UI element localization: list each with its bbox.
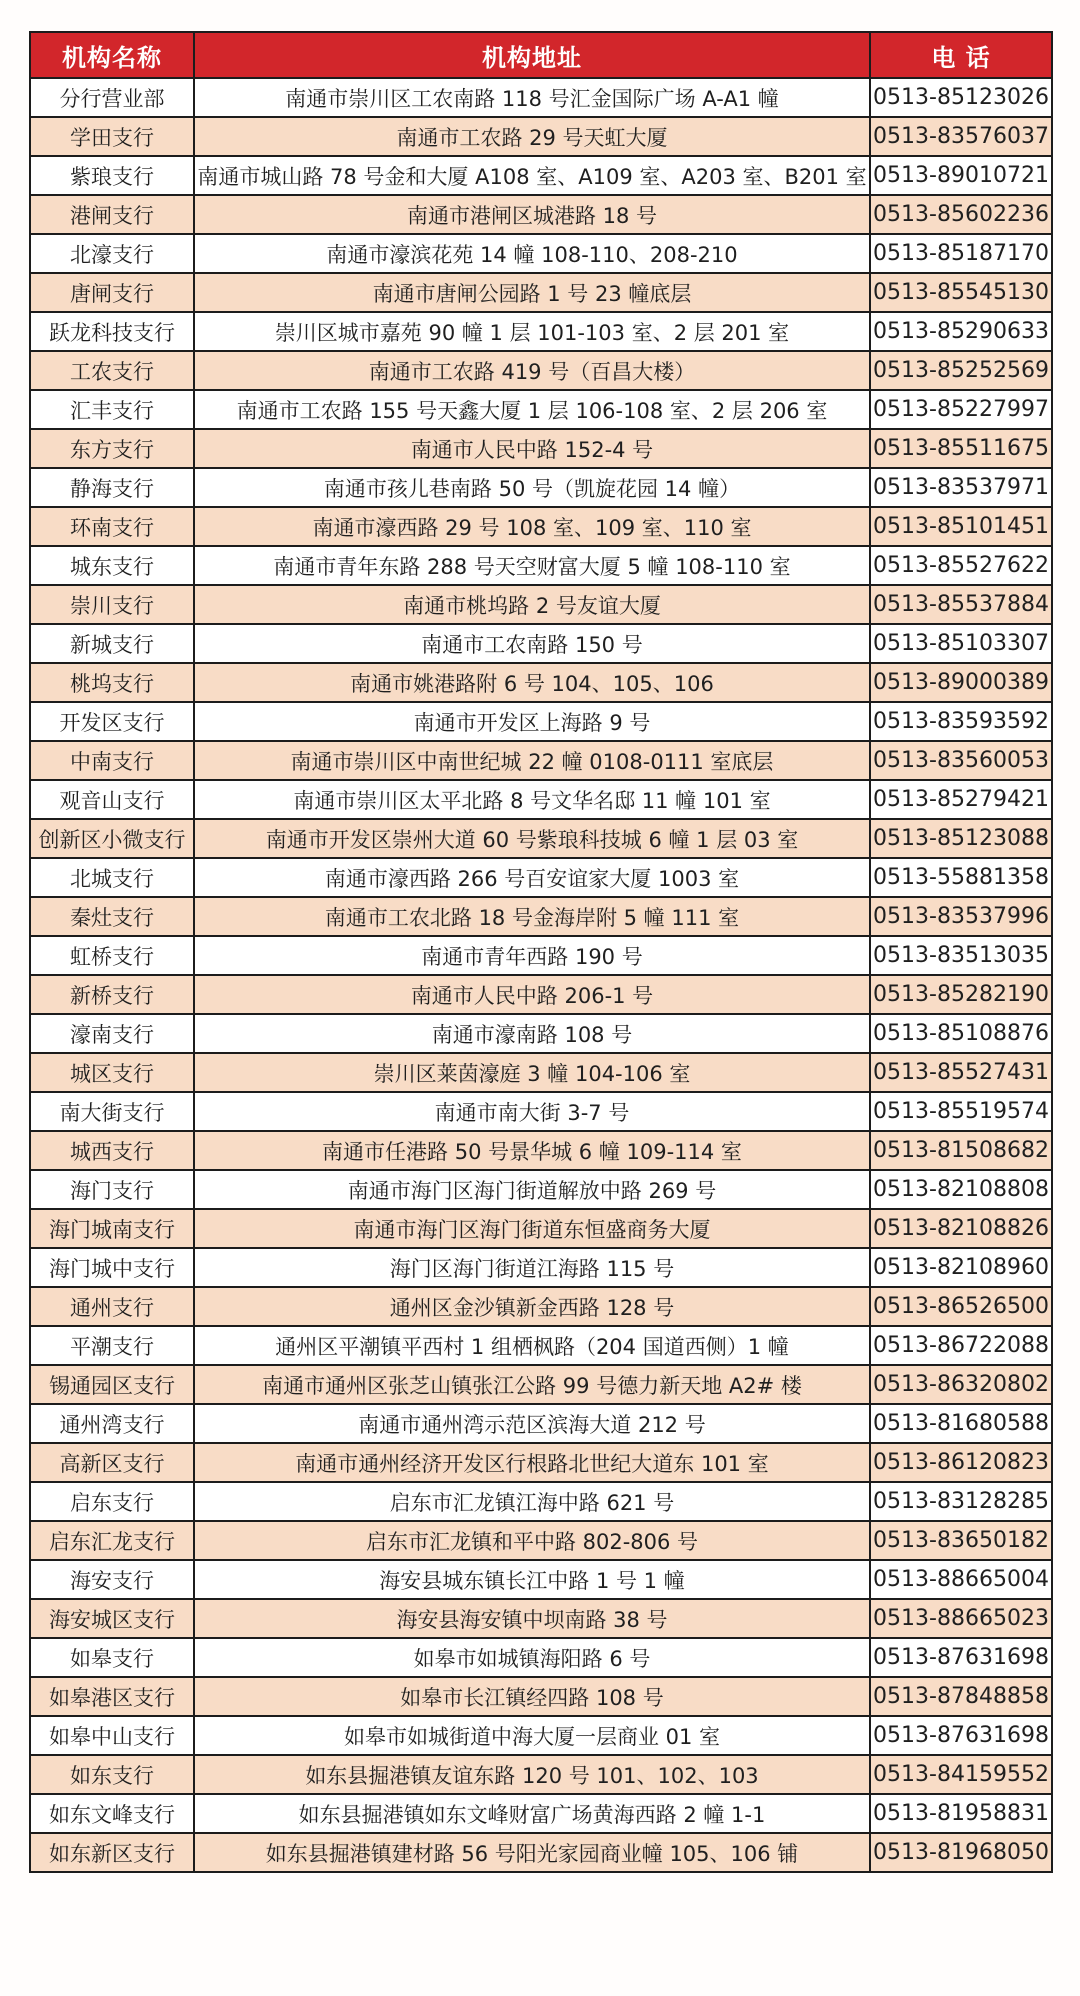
table-row <box>30 234 1052 273</box>
table-row <box>30 117 1052 156</box>
branch-phone-cell: 0513-83128285 <box>870 1482 1052 1521</box>
branch-phone-cell: 0513-85527622 <box>870 546 1052 585</box>
branch-phone-cell: 0513-83537996 <box>870 897 1052 936</box>
branch-phone-cell: 0513-85187170 <box>870 234 1052 273</box>
table-row <box>30 702 1052 741</box>
table-row <box>30 1131 1052 1170</box>
branch-phone-cell: 0513-86526500 <box>870 1287 1052 1326</box>
branch-address-cell: 南通市工农南路 150 号 <box>194 624 870 663</box>
branch-address-cell: 南通市港闸区城港路 18 号 <box>194 195 870 234</box>
table-row <box>30 1365 1052 1404</box>
table-row <box>30 351 1052 390</box>
branch-address-cell: 南通市开发区上海路 9 号 <box>194 702 870 741</box>
branch-address-cell: 如东县掘港镇如东文峰财富广场黄海西路 2 幢 1-1 <box>194 1794 870 1833</box>
table-row <box>30 819 1052 858</box>
branch-phone-cell: 0513-81958831 <box>870 1794 1052 1833</box>
table-row <box>30 312 1052 351</box>
branch-name-cell: 海门城中支行 <box>30 1248 194 1287</box>
branch-name-cell: 如皋支行 <box>30 1638 194 1677</box>
branch-phone-cell: 0513-85123026 <box>870 78 1052 117</box>
header-branch-name: 机构名称 <box>30 32 194 78</box>
table-row <box>30 1326 1052 1365</box>
branch-name-cell: 通州湾支行 <box>30 1404 194 1443</box>
branch-address-cell: 南通市通州湾示范区滨海大道 212 号 <box>194 1404 870 1443</box>
branch-phone-cell: 0513-85545130 <box>870 273 1052 312</box>
branch-address-cell: 南通市桃坞路 2 号友谊大厦 <box>194 585 870 624</box>
branch-phone-cell: 0513-88665023 <box>870 1599 1052 1638</box>
table-row <box>30 1248 1052 1287</box>
branch-name-cell: 北城支行 <box>30 858 194 897</box>
branch-address-cell: 通州区金沙镇新金西路 128 号 <box>194 1287 870 1326</box>
branch-address-cell: 南通市工农路 155 号天鑫大厦 1 层 106-108 室、2 层 206 室 <box>194 390 870 429</box>
branch-name-cell: 新城支行 <box>30 624 194 663</box>
table-row <box>30 1053 1052 1092</box>
branch-name-cell: 秦灶支行 <box>30 897 194 936</box>
branch-phone-cell: 0513-85519574 <box>870 1092 1052 1131</box>
table-row <box>30 1170 1052 1209</box>
branch-phone-cell: 0513-81680588 <box>870 1404 1052 1443</box>
branch-address-cell: 通州区平潮镇平西村 1 组栖枫路（204 国道西侧）1 幢 <box>194 1326 870 1365</box>
table-row <box>30 546 1052 585</box>
branch-phone-cell: 0513-85602236 <box>870 195 1052 234</box>
branch-address-cell: 南通市人民中路 152-4 号 <box>194 429 870 468</box>
branch-address-cell: 崇川区莱茵濠庭 3 幢 104-106 室 <box>194 1053 870 1092</box>
branch-name-cell: 启东汇龙支行 <box>30 1521 194 1560</box>
branch-phone-cell: 0513-83513035 <box>870 936 1052 975</box>
branch-name-cell: 高新区支行 <box>30 1443 194 1482</box>
table-row <box>30 1521 1052 1560</box>
branch-phone-cell: 0513-85227997 <box>870 390 1052 429</box>
table-row <box>30 390 1052 429</box>
branch-name-cell: 如东文峰支行 <box>30 1794 194 1833</box>
branch-phone-cell: 0513-84159552 <box>870 1755 1052 1794</box>
branch-name-cell: 海安支行 <box>30 1560 194 1599</box>
table-row <box>30 1092 1052 1131</box>
table-row <box>30 975 1052 1014</box>
branch-name-cell: 观音山支行 <box>30 780 194 819</box>
table-row <box>30 1014 1052 1053</box>
branch-phone-cell: 0513-83650182 <box>870 1521 1052 1560</box>
branch-phone-cell: 0513-89000389 <box>870 663 1052 702</box>
branch-phone-cell: 0513-87631698 <box>870 1638 1052 1677</box>
table-row <box>30 858 1052 897</box>
branch-name-cell: 如皋港区支行 <box>30 1677 194 1716</box>
branch-phone-cell: 0513-85290633 <box>870 312 1052 351</box>
branch-name-cell: 崇川支行 <box>30 585 194 624</box>
table-row <box>30 429 1052 468</box>
branch-phone-cell: 0513-85282190 <box>870 975 1052 1014</box>
branch-name-cell: 海门城南支行 <box>30 1209 194 1248</box>
branch-address-cell: 南通市海门区海门街道东恒盛商务大厦 <box>194 1209 870 1248</box>
table-row <box>30 1677 1052 1716</box>
branch-phone-cell: 0513-55881358 <box>870 858 1052 897</box>
branch-address-cell: 南通市海门区海门街道解放中路 269 号 <box>194 1170 870 1209</box>
branch-address-cell: 南通市姚港路附 6 号 104、105、106 <box>194 663 870 702</box>
branch-name-cell: 北濠支行 <box>30 234 194 273</box>
table-row <box>30 624 1052 663</box>
table-row <box>30 195 1052 234</box>
branch-address-cell: 启东市汇龙镇和平中路 802-806 号 <box>194 1521 870 1560</box>
branch-name-cell: 开发区支行 <box>30 702 194 741</box>
table-row <box>30 780 1052 819</box>
branch-phone-cell: 0513-85103307 <box>870 624 1052 663</box>
table-row <box>30 1638 1052 1677</box>
table-row <box>30 507 1052 546</box>
branch-name-cell: 紫琅支行 <box>30 156 194 195</box>
branch-phone-cell: 0513-85108876 <box>870 1014 1052 1053</box>
branch-name-cell: 锡通园区支行 <box>30 1365 194 1404</box>
branch-name-cell: 南大街支行 <box>30 1092 194 1131</box>
branch-address-cell: 南通市濠滨花苑 14 幢 108-110、208-210 <box>194 234 870 273</box>
branch-name-cell: 海门支行 <box>30 1170 194 1209</box>
branch-address-cell: 南通市青年东路 288 号天空财富大厦 5 幢 108-110 室 <box>194 546 870 585</box>
branch-address-cell: 南通市孩儿巷南路 50 号（凯旋花园 14 幢） <box>194 468 870 507</box>
branch-phone-cell: 0513-88665004 <box>870 1560 1052 1599</box>
table-row <box>30 468 1052 507</box>
branch-phone-cell: 0513-86120823 <box>870 1443 1052 1482</box>
branch-address-cell: 海安县城东镇长江中路 1 号 1 幢 <box>194 1560 870 1599</box>
branch-phone-cell: 0513-85511675 <box>870 429 1052 468</box>
branch-name-cell: 平潮支行 <box>30 1326 194 1365</box>
branch-address-cell: 崇川区城市嘉苑 90 幢 1 层 101-103 室、2 层 201 室 <box>194 312 870 351</box>
branch-phone-cell: 0513-83560053 <box>870 741 1052 780</box>
branch-address-cell: 南通市城山路 78 号金和大厦 A108 室、A109 室、A203 室、B201 室 <box>194 156 870 195</box>
branch-address-cell: 南通市工农路 419 号（百昌大楼） <box>194 351 870 390</box>
table-row <box>30 273 1052 312</box>
branch-name-cell: 港闸支行 <box>30 195 194 234</box>
branch-name-cell: 创新区小微支行 <box>30 819 194 858</box>
branch-address-cell: 南通市通州区张芝山镇张江公路 99 号德力新天地 A2# 楼 <box>194 1365 870 1404</box>
branch-name-cell: 环南支行 <box>30 507 194 546</box>
branch-address-cell: 南通市濠西路 266 号百安谊家大厦 1003 室 <box>194 858 870 897</box>
branch-phone-cell: 0513-86722088 <box>870 1326 1052 1365</box>
branch-phone-cell: 0513-83593592 <box>870 702 1052 741</box>
branch-phone-cell: 0513-87848858 <box>870 1677 1052 1716</box>
branch-phone-cell: 0513-82108960 <box>870 1248 1052 1287</box>
branch-address-cell: 南通市工农路 29 号天虹大厦 <box>194 117 870 156</box>
branch-address-cell: 如皋市长江镇经四路 108 号 <box>194 1677 870 1716</box>
table-row <box>30 1560 1052 1599</box>
branch-phone-cell: 0513-89010721 <box>870 156 1052 195</box>
header-phone: 电 话 <box>870 32 1052 78</box>
branch-name-cell: 通州支行 <box>30 1287 194 1326</box>
table-row <box>30 1443 1052 1482</box>
branch-name-cell: 唐闸支行 <box>30 273 194 312</box>
branch-address-cell: 启东市汇龙镇江海中路 621 号 <box>194 1482 870 1521</box>
branch-phone-cell: 0513-85537884 <box>870 585 1052 624</box>
table-row <box>30 741 1052 780</box>
table-row <box>30 1287 1052 1326</box>
branch-address-cell: 南通市通州经济开发区行根路北世纪大道东 101 室 <box>194 1443 870 1482</box>
branch-name-cell: 城区支行 <box>30 1053 194 1092</box>
branch-name-cell: 海安城区支行 <box>30 1599 194 1638</box>
table-row <box>30 1209 1052 1248</box>
table-row <box>30 1755 1052 1794</box>
branch-name-cell: 汇丰支行 <box>30 390 194 429</box>
table-row <box>30 1716 1052 1755</box>
branch-address-cell: 南通市崇川区中南世纪城 22 幢 0108-0111 室底层 <box>194 741 870 780</box>
branch-address-cell: 南通市崇川区太平北路 8 号文华名邸 11 幢 101 室 <box>194 780 870 819</box>
branch-phone-cell: 0513-82108808 <box>870 1170 1052 1209</box>
branch-phone-cell: 0513-85123088 <box>870 819 1052 858</box>
branch-address-cell: 南通市青年西路 190 号 <box>194 936 870 975</box>
branch-phone-cell: 0513-83576037 <box>870 117 1052 156</box>
branch-phone-cell: 0513-83537971 <box>870 468 1052 507</box>
branch-name-cell: 新桥支行 <box>30 975 194 1014</box>
branch-phone-cell: 0513-86320802 <box>870 1365 1052 1404</box>
branch-address-cell: 如东县掘港镇友谊东路 120 号 101、102、103 <box>194 1755 870 1794</box>
table-row <box>30 1794 1052 1833</box>
branch-name-cell: 跃龙科技支行 <box>30 312 194 351</box>
table-row <box>30 1482 1052 1521</box>
branch-name-cell: 学田支行 <box>30 117 194 156</box>
branch-phone-cell: 0513-82108826 <box>870 1209 1052 1248</box>
table-row <box>30 936 1052 975</box>
branch-address-cell: 南通市开发区崇州大道 60 号紫琅科技城 6 幢 1 层 03 室 <box>194 819 870 858</box>
table-row <box>30 1833 1052 1872</box>
branch-name-cell: 分行营业部 <box>30 78 194 117</box>
branch-name-cell: 如皋中山支行 <box>30 1716 194 1755</box>
table-header <box>30 32 1052 78</box>
branch-phone-cell: 0513-85527431 <box>870 1053 1052 1092</box>
table-body <box>30 78 1052 1872</box>
branch-address-cell: 海门区海门街道江海路 115 号 <box>194 1248 870 1287</box>
branch-directory-table <box>29 31 1053 1873</box>
branch-phone-cell: 0513-81508682 <box>870 1131 1052 1170</box>
branch-address-cell: 南通市人民中路 206-1 号 <box>194 975 870 1014</box>
branch-address-cell: 南通市濠西路 29 号 108 室、109 室、110 室 <box>194 507 870 546</box>
branch-address-cell: 南通市濠南路 108 号 <box>194 1014 870 1053</box>
branch-address-cell: 海安县海安镇中坝南路 38 号 <box>194 1599 870 1638</box>
branch-address-cell: 南通市唐闸公园路 1 号 23 幢底层 <box>194 273 870 312</box>
branch-name-cell: 启东支行 <box>30 1482 194 1521</box>
branch-name-cell: 中南支行 <box>30 741 194 780</box>
branch-address-cell: 南通市崇川区工农南路 118 号汇金国际广场 A-A1 幢 <box>194 78 870 117</box>
table-row <box>30 663 1052 702</box>
branch-address-cell: 如皋市如城镇海阳路 6 号 <box>194 1638 870 1677</box>
branch-name-cell: 静海支行 <box>30 468 194 507</box>
branch-address-cell: 南通市工农北路 18 号金海岸附 5 幢 111 室 <box>194 897 870 936</box>
branch-address-cell: 如东县掘港镇建材路 56 号阳光家园商业幢 105、106 铺 <box>194 1833 870 1872</box>
table-row <box>30 897 1052 936</box>
branch-name-cell: 虹桥支行 <box>30 936 194 975</box>
branch-phone-cell: 0513-85252569 <box>870 351 1052 390</box>
branch-name-cell: 城西支行 <box>30 1131 194 1170</box>
table-row <box>30 585 1052 624</box>
branch-name-cell: 濠南支行 <box>30 1014 194 1053</box>
table-row <box>30 1599 1052 1638</box>
header-branch-address: 机构地址 <box>194 32 870 78</box>
branch-name-cell: 东方支行 <box>30 429 194 468</box>
branch-address-cell: 南通市南大街 3-7 号 <box>194 1092 870 1131</box>
branch-name-cell: 如东新区支行 <box>30 1833 194 1872</box>
branch-name-cell: 桃坞支行 <box>30 663 194 702</box>
branch-phone-cell: 0513-87631698 <box>870 1716 1052 1755</box>
branch-name-cell: 城东支行 <box>30 546 194 585</box>
table-row <box>30 1404 1052 1443</box>
branch-name-cell: 如东支行 <box>30 1755 194 1794</box>
branch-address-cell: 南通市任港路 50 号景华城 6 幢 109-114 室 <box>194 1131 870 1170</box>
branch-phone-cell: 0513-81968050 <box>870 1833 1052 1872</box>
branch-name-cell: 工农支行 <box>30 351 194 390</box>
branch-address-cell: 如皋市如城街道中海大厦一层商业 01 室 <box>194 1716 870 1755</box>
branch-phone-cell: 0513-85279421 <box>870 780 1052 819</box>
table-row <box>30 156 1052 195</box>
branch-phone-cell: 0513-85101451 <box>870 507 1052 546</box>
table-row <box>30 78 1052 117</box>
